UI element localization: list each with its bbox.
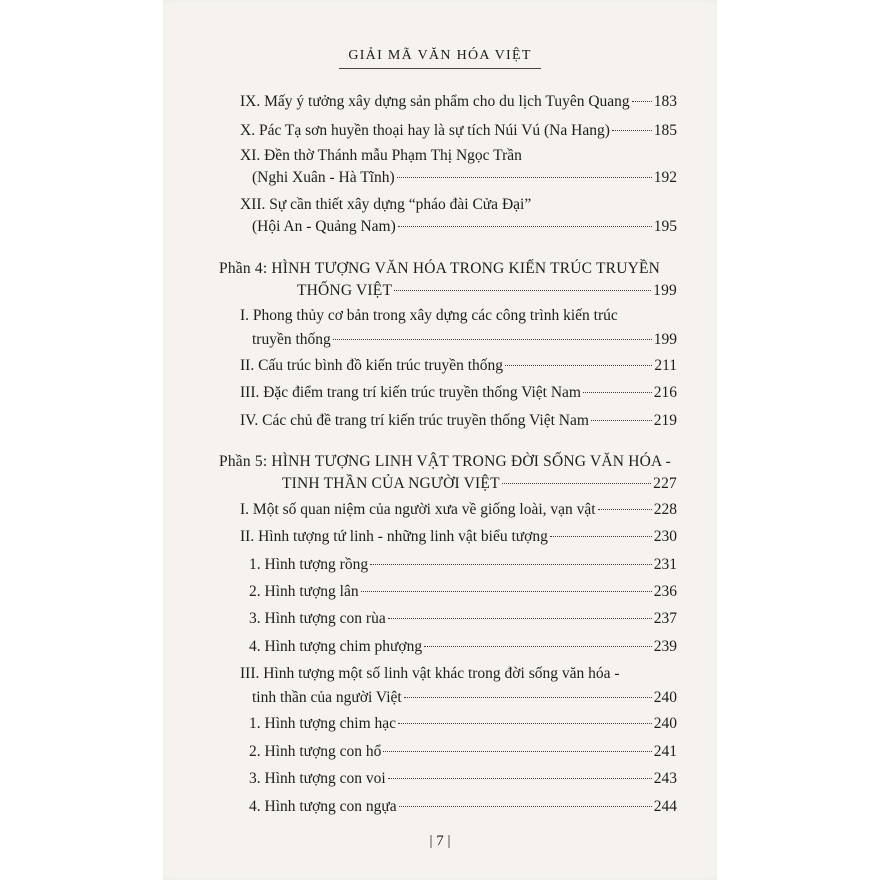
toc-subentry: 4. Hình tượng con ngựa 244 bbox=[249, 798, 677, 815]
toc-entry: II. Hình tượng tứ linh - những linh vật biểu tượng 230 bbox=[240, 528, 677, 545]
toc-entry: I. Một số quan niệm của người xưa về giống loài, vạn vật 228 bbox=[240, 501, 677, 518]
toc-entry-line1: XI. Đền thờ Thánh mẫu Phạm Thị Ngọc Trần bbox=[240, 147, 522, 164]
toc-subentry: 3. Hình tượng con voi 243 bbox=[249, 770, 677, 787]
page-number: | 7 | bbox=[429, 833, 451, 849]
toc-subentry: 2. Hình tượng lân 236 bbox=[249, 583, 677, 600]
toc-entry-line1: III. Hình tượng một số linh vật khác trong đời sống văn hóa - bbox=[240, 665, 620, 682]
header-underline bbox=[339, 68, 541, 69]
toc-subentry: 1. Hình tượng chim hạc 240 bbox=[249, 715, 677, 732]
toc-entry-line2: truyền thống 199 bbox=[252, 331, 677, 348]
toc-entry-line1: I. Phong thủy cơ bản trong xây dựng các công trình kiến trúc bbox=[240, 307, 618, 324]
toc-entry-line2: (Nghi Xuân - Hà Tĩnh) 192 bbox=[252, 169, 677, 186]
toc-entry: IV. Các chủ đề trang trí kiến trúc truyền thống Việt Nam 219 bbox=[240, 412, 677, 429]
part-heading-line1: Phần 5: HÌNH TƯỢNG LINH VẬT TRONG ĐỜI SỐNG VĂN HÓA - bbox=[219, 453, 671, 470]
part-heading-line1: Phần 4: HÌNH TƯỢNG VĂN HÓA TRONG KIẾN TRÚC TRUYỀN bbox=[219, 260, 661, 277]
toc-entry: II. Cấu trúc bình đồ kiến trúc truyền thống 211 bbox=[240, 357, 677, 374]
toc-subentry: 3. Hình tượng con rùa 237 bbox=[249, 610, 677, 627]
toc-entry-line2: tinh thần của người Việt 240 bbox=[252, 689, 677, 706]
part-heading-line2: THỐNG VIỆT 199 bbox=[297, 282, 677, 299]
toc-entry-line1: XII. Sự cần thiết xây dựng “pháo đài Cửa Đại” bbox=[240, 196, 532, 213]
toc-subentry: 2. Hình tượng con hổ 241 bbox=[249, 743, 677, 760]
toc-subentry: 1. Hình tượng rồng 231 bbox=[249, 556, 677, 573]
toc-subentry: 4. Hình tượng chim phượng 239 bbox=[249, 638, 677, 655]
toc-entry: III. Đặc điểm trang trí kiến trúc truyền thống Việt Nam 216 bbox=[240, 384, 677, 401]
toc-entry: X. Pác Tạ sơn huyền thoại hay là sự tích Núi Vú (Na Hang) 185 bbox=[240, 122, 677, 139]
toc-entry: IX. Mấy ý tưởng xây dựng sản phẩm cho du lịch Tuyên Quang 183 bbox=[240, 93, 677, 110]
running-header: GIẢI MÃ VĂN HÓA VIỆT bbox=[348, 48, 532, 63]
book-page bbox=[163, 0, 717, 880]
part-heading-line2: TINH THẦN CỦA NGƯỜI VIỆT 227 bbox=[282, 475, 677, 492]
toc-entry-line2: (Hội An - Quảng Nam) 195 bbox=[252, 218, 677, 235]
